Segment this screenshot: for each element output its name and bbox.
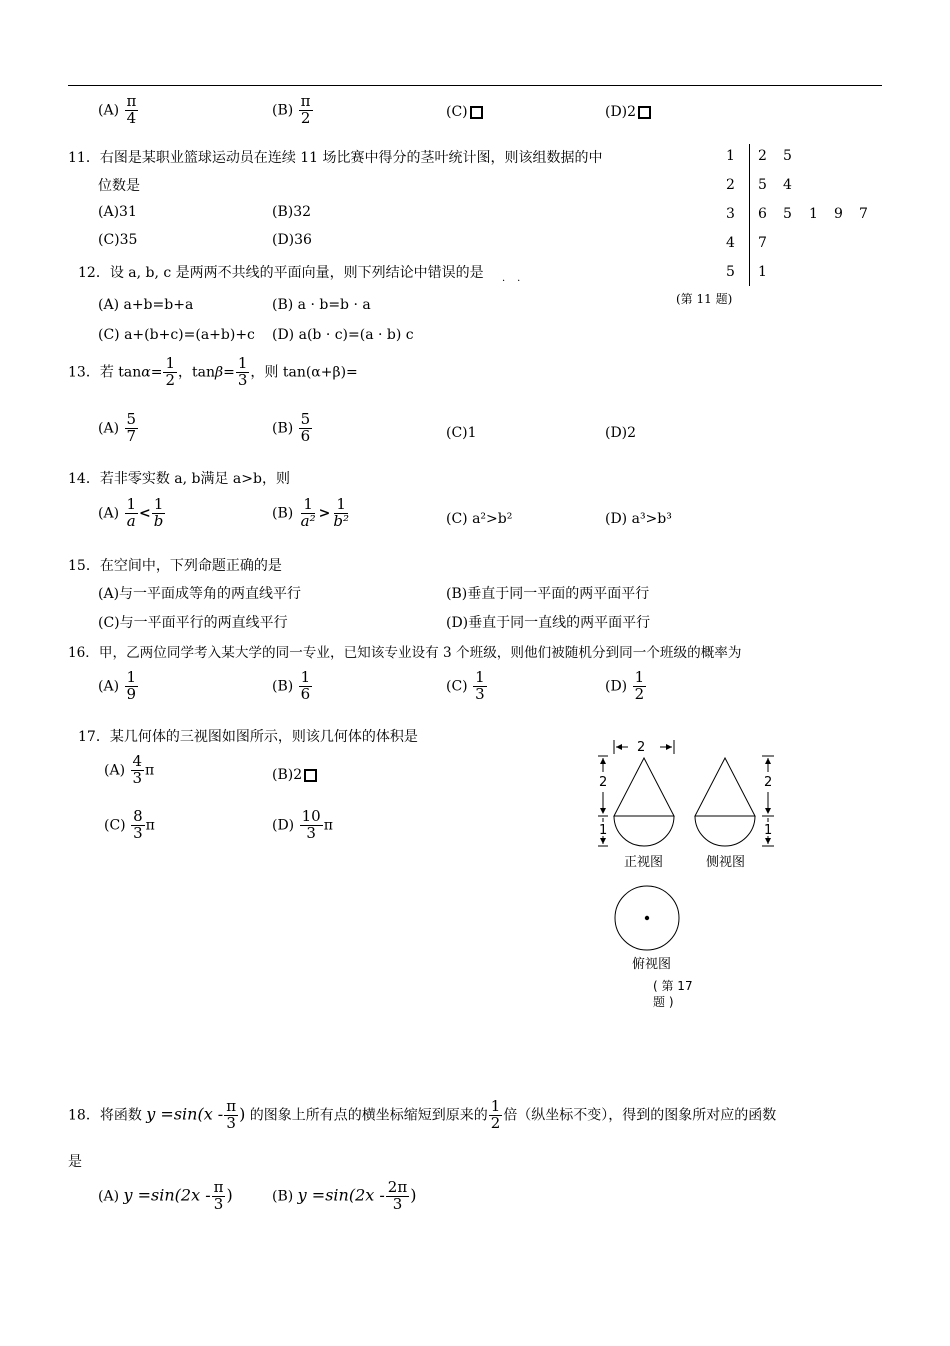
denominator: 2 [490, 1113, 501, 1132]
denominator: a² [300, 511, 316, 530]
denominator: 3 [475, 684, 485, 703]
denominator: 3 [306, 823, 316, 842]
q17-caption-line1: ( 第 17 [653, 979, 693, 993]
side-view-label: 侧视图 [706, 855, 746, 870]
operator: > [318, 505, 331, 522]
numerator: 5 [126, 410, 137, 428]
stem: 2 [726, 177, 735, 193]
leaf: 2 [758, 148, 767, 164]
q11-option-b: (B)32 [272, 204, 312, 220]
text: = [223, 364, 235, 381]
q11-stem-line1: 11．右图是某职业篮球运动员在连续 11 场比赛中得分的茎叶统计图，则该组数据的中 [68, 150, 603, 166]
side-view-triangle [695, 758, 755, 816]
q11-option-c: (C)35 [98, 232, 138, 248]
leaf: 4 [783, 177, 792, 193]
leaf: 5 [783, 206, 792, 222]
option-label: (B) [272, 678, 294, 695]
denominator: 3 [237, 370, 248, 389]
q14-stem: 14．若非零实数 a, b满足 a>b，则 [68, 471, 290, 487]
numerator: 1 [475, 668, 485, 686]
q18-stem-line1 [68, 1099, 776, 1132]
denominator: 2 [300, 108, 311, 127]
q13-option-d: (D)2 [605, 425, 637, 441]
stem: 3 [726, 206, 735, 222]
top-view-center-dot [645, 916, 649, 920]
option-label: (A) [98, 678, 120, 695]
dim-label-left-upper: 2 [599, 775, 608, 790]
q16-option-b [272, 670, 313, 703]
text: 倍（纵坐标不变），得到的图象所对应的函数 [503, 1107, 777, 1124]
q17-option-c [104, 809, 155, 842]
pi-symbol: π [323, 817, 333, 834]
numerator: π [126, 92, 137, 110]
numerator: 1 [153, 495, 164, 513]
fraction [299, 670, 313, 703]
denominator: 2 [634, 684, 645, 703]
pi-symbol: π [145, 817, 155, 834]
q15-option-c: (C)与一平面平行的两直线平行 [98, 615, 288, 631]
option-label: (A) [98, 420, 120, 437]
q18-option-a [98, 1180, 233, 1213]
leaf: 7 [859, 206, 868, 222]
q14-option-d: (D) a³>b³ [605, 511, 672, 527]
numerator: 1 [300, 668, 311, 686]
q17-option-b [272, 767, 317, 783]
q13-stem [68, 356, 358, 389]
fraction [125, 670, 139, 703]
front-view-triangle [614, 758, 674, 816]
denominator: 3 [226, 1113, 236, 1132]
alpha-symbol: α [141, 364, 151, 381]
denominator: 7 [126, 426, 137, 445]
numerator: 10 [301, 807, 321, 825]
q12-option-a: (A) a+b=b+a [98, 297, 194, 313]
numerator: 2π [387, 1178, 408, 1196]
fraction [299, 497, 318, 530]
arrowhead [600, 808, 606, 814]
pi-symbol: π [145, 762, 155, 779]
denominator: a [126, 511, 136, 530]
fraction [125, 412, 139, 445]
q17-caption-line2: 题 ) [653, 995, 674, 1009]
denominator: 6 [300, 426, 311, 445]
text: 18．将函数 [68, 1107, 142, 1124]
function-expression: y =sin(2x - [123, 1185, 211, 1205]
text: ，tan [178, 364, 216, 381]
numerator: 1 [490, 1097, 501, 1115]
option-label: (D) [272, 817, 295, 834]
text: ，则 tan(α+β)= [250, 364, 358, 381]
arrowhead [600, 758, 606, 764]
text: = [150, 364, 163, 381]
denominator: 3 [132, 768, 143, 787]
q11-figure-caption: (第 11 题) [676, 292, 733, 306]
fraction [236, 356, 250, 389]
denominator: 3 [133, 823, 143, 842]
option-label: (C) [446, 104, 468, 120]
front-view-semicircle [614, 816, 674, 846]
leaf: 7 [758, 235, 767, 251]
beta-symbol: β [215, 364, 224, 381]
q17-option-d [272, 809, 333, 842]
operator: < [139, 505, 151, 522]
arrowhead [765, 758, 771, 764]
denominator: 6 [300, 684, 311, 703]
option-label: (D) [605, 104, 628, 120]
q11-option-d: (D)36 [272, 232, 312, 248]
stem-leaf-divider [749, 144, 750, 286]
numerator: 1 [336, 495, 346, 513]
arrowhead [616, 744, 622, 750]
q10-option-c [446, 104, 483, 120]
numerator: 1 [126, 495, 137, 513]
front-view-label: 正视图 [624, 855, 664, 870]
leaf: 9 [834, 206, 843, 222]
q16-option-c [446, 670, 488, 703]
q15-option-b: (B)垂直于同一平面的两平面平行 [446, 586, 650, 602]
dim-label-top: 2 [637, 740, 646, 755]
q15-option-d: (D)垂直于同一直线的两平面平行 [446, 615, 651, 631]
option-label: (A) [98, 505, 120, 522]
top-view-label: 俯视图 [632, 957, 672, 972]
numerator: 1 [165, 354, 176, 372]
fraction [152, 497, 166, 530]
numerator: 1 [126, 668, 137, 686]
q17-option-a [104, 754, 154, 787]
option-label: (A) [98, 1188, 120, 1205]
fraction [386, 1180, 409, 1213]
fraction [299, 412, 313, 445]
function-expression: y =sin(2x - [297, 1185, 385, 1205]
fraction [125, 94, 139, 127]
leaf: 5 [758, 177, 767, 193]
numerator: 1 [303, 495, 313, 513]
q10-option-d [605, 104, 651, 120]
leaf: 5 [783, 148, 792, 164]
three-view-figure [590, 734, 790, 1024]
numerator: 5 [300, 410, 311, 428]
q12-option-c: (C) a+(b+c)=(a+b)+c [98, 327, 255, 343]
leaf: 1 [809, 206, 818, 222]
numerator: π [213, 1178, 224, 1196]
arrowhead [666, 744, 672, 750]
q13-option-a [98, 412, 139, 445]
leaf: 6 [758, 206, 767, 222]
text: ) [239, 1104, 246, 1124]
denominator: b² [333, 511, 349, 530]
q18-option-b [272, 1180, 416, 1213]
fraction [131, 809, 145, 842]
option-label: (B) [272, 505, 294, 522]
text: 13．若 tan [68, 364, 142, 381]
option-label: (C) [446, 678, 468, 695]
function-expression: y =sin(x - [146, 1104, 224, 1124]
fraction [633, 670, 647, 703]
side-view-semicircle [695, 816, 755, 846]
numerator: π [300, 92, 311, 110]
arrowhead [765, 838, 771, 844]
emphasis-dots: ·· [502, 276, 533, 287]
denominator: 9 [126, 684, 137, 703]
q11-option-a: (A)31 [98, 204, 137, 220]
option-label: (B) [272, 420, 294, 437]
stem: 1 [726, 148, 735, 164]
q12-option-d: (D) a(b · c)=(a · b) c [272, 327, 414, 343]
q12-stem: 12．设 a, b, c 是两两不共线的平面向量，则下列结论中错误的是 [78, 265, 484, 281]
option-label: (B) [272, 767, 294, 783]
q13-option-c: (C)1 [446, 425, 477, 441]
dim-label-right-upper: 2 [764, 775, 773, 790]
numerator: 1 [237, 354, 248, 372]
q14-option-c: (C) a²>b² [446, 511, 513, 527]
stem: 4 [726, 235, 735, 251]
q14-option-b [272, 497, 352, 530]
option-label: (B) [272, 102, 294, 119]
numerator: π [226, 1097, 237, 1115]
fraction [131, 754, 145, 787]
numerator: 1 [634, 668, 645, 686]
denominator: 3 [392, 1194, 403, 1213]
text: ) [226, 1185, 233, 1205]
q10-option-a [98, 94, 139, 127]
fraction [125, 497, 139, 530]
option-text: 2 [293, 767, 303, 783]
fraction [473, 670, 487, 703]
dim-label-right-lower: 1 [764, 823, 773, 838]
q12-option-b: (B) a · b=b · a [272, 297, 371, 313]
q13-option-b [272, 412, 313, 445]
arrowhead [600, 838, 606, 844]
fraction [489, 1099, 503, 1132]
fraction [212, 1180, 226, 1213]
q18-stem-line2: 是 [68, 1154, 82, 1170]
fraction [224, 1099, 238, 1132]
denominator: 2 [165, 370, 176, 389]
denominator: b [153, 511, 164, 530]
q14-option-a [98, 497, 166, 530]
q15-stem: 15．在空间中，下列命题正确的是 [68, 558, 282, 574]
q15-option-a: (A)与一平面成等角的两直线平行 [98, 586, 302, 602]
missing-glyph-box-icon [470, 106, 483, 119]
arrowhead [765, 808, 771, 814]
option-label: (C) [104, 817, 126, 834]
header-rule [68, 85, 882, 86]
q16-stem: 16．甲，乙两位同学考入某大学的同一专业，已知该专业设有 3 个班级，则他们被随机分到同一个班级的概率为 [68, 645, 742, 661]
missing-glyph-box-icon [638, 106, 651, 119]
option-label: (A) [104, 762, 126, 779]
numerator: 8 [133, 807, 143, 825]
numerator: 4 [132, 752, 143, 770]
option-label: (B) [272, 1188, 294, 1205]
q11-stem-line2: 位数是 [98, 178, 140, 194]
text: 的图象上所有点的横坐标缩短到原来的 [249, 1107, 488, 1124]
q16-option-d [605, 670, 647, 703]
option-label: (D) [605, 678, 628, 695]
option-label: (A) [98, 102, 120, 119]
q16-option-a [98, 670, 139, 703]
fraction [299, 94, 313, 127]
denominator: 3 [213, 1194, 224, 1213]
missing-glyph-box-icon [304, 769, 317, 782]
leaf: 1 [758, 264, 767, 280]
option-text: 2 [627, 104, 637, 120]
fraction [163, 356, 177, 389]
text: ) [410, 1185, 417, 1205]
dim-label-left-lower: 1 [599, 823, 608, 838]
fraction [331, 497, 351, 530]
denominator: 4 [126, 108, 137, 127]
fraction [300, 809, 323, 842]
q10-option-b [272, 94, 314, 127]
q17-stem: 17．某几何体的三视图如图所示，则该几何体的体积是 [78, 729, 418, 745]
stem: 5 [726, 264, 735, 280]
